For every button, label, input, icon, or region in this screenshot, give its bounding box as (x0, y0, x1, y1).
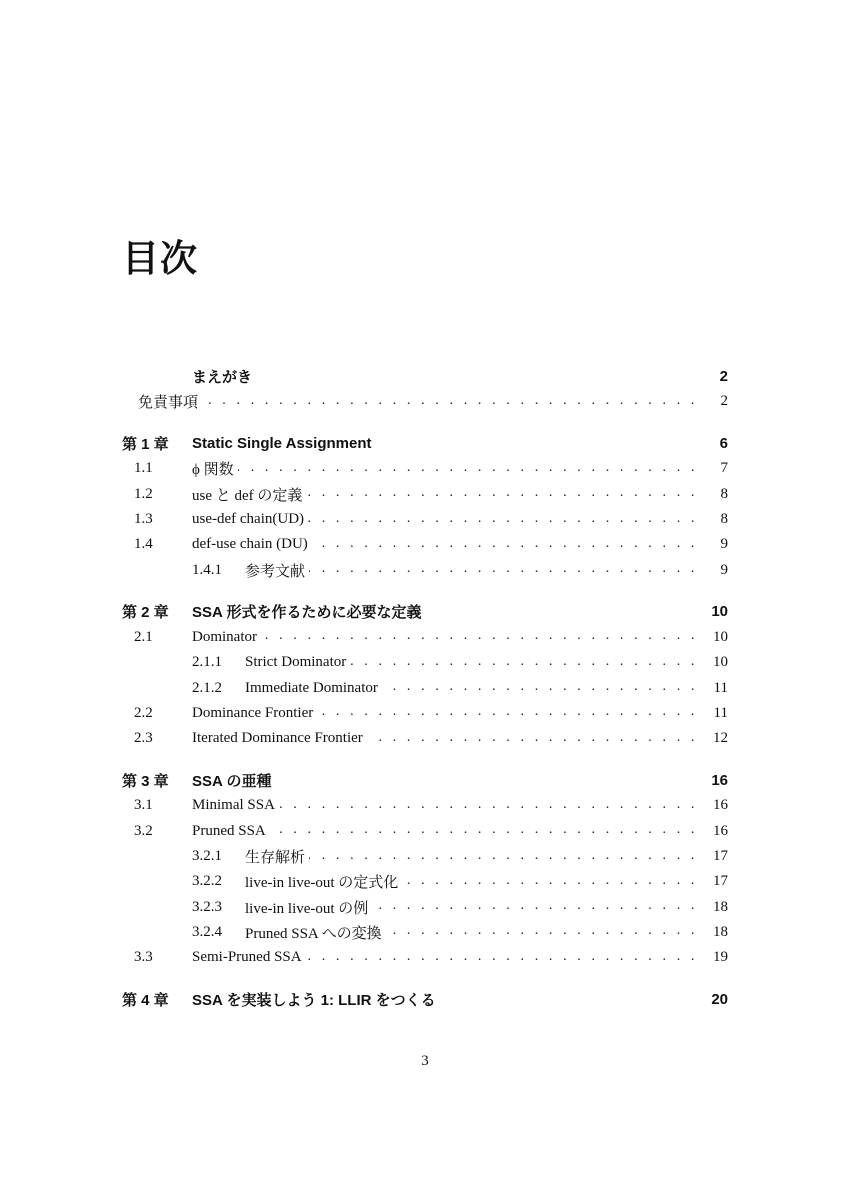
toc-entry-number: 第 1 章 (122, 435, 169, 453)
toc-entry-page: 17 (713, 848, 728, 864)
toc-entry-title: SSA の亜種 (192, 772, 272, 790)
toc-leader-dots (202, 393, 698, 411)
toc-entry-title: Minimal SSA (192, 797, 275, 814)
toc-entry-title: Immediate Dominator (245, 679, 378, 696)
toc-entry-title: 生存解析 (245, 850, 306, 866)
toc-entry-page: 16 (713, 822, 728, 839)
toc-entry-number: 1.4.1 (192, 561, 222, 578)
toc-section-entry[interactable] (122, 819, 728, 844)
toc-section-entry[interactable] (122, 625, 728, 650)
toc-leader-dots (317, 704, 698, 722)
toc-entry-number: 第 2 章 (122, 604, 169, 622)
toc-leader-dots (238, 460, 698, 478)
toc-entry-page: 19 (713, 949, 728, 966)
toc-entry-page: 20 (711, 990, 728, 1008)
toc-chapter-entry[interactable] (122, 599, 728, 625)
toc-entry-title: use と def の定義 (192, 487, 303, 504)
toc-entry-title: live-in live-out の定式化 (245, 875, 399, 892)
toc-chapter-entry[interactable] (122, 363, 728, 389)
toc-entry-page: 17 (713, 873, 728, 890)
toc-leader-dots (312, 536, 698, 554)
toc-entry-page: 11 (713, 679, 728, 696)
toc-entry-title: SSA を実装しよう 1: LLIR をつくる (192, 991, 436, 1009)
toc-entry-title: ϕ 関数 (192, 462, 234, 479)
toc-section-entry[interactable] (122, 482, 728, 507)
toc-section-entry[interactable] (122, 675, 728, 700)
toc-chapter-entry[interactable] (122, 986, 728, 1012)
toc-leader-dots (306, 949, 698, 967)
toc-leader-dots (309, 561, 698, 579)
toc-chapter-entry[interactable] (122, 767, 728, 793)
toc-entry-page: 18 (713, 898, 728, 915)
toc-entry-page: 10 (711, 603, 728, 621)
toc-entry-number: 1.4 (134, 536, 153, 553)
toc-section-entry[interactable] (122, 894, 728, 919)
toc-entry-number: 3.3 (134, 949, 153, 966)
toc-leader-dots (261, 628, 698, 646)
toc-leader-dots (309, 848, 698, 866)
toc-entry-page: 9 (720, 536, 728, 553)
toc-entry-title: Pruned SSA (192, 822, 266, 839)
toc-entry-title: live-in live-out の例 (245, 900, 369, 917)
toc-entry-title: use-def chain(UD) (192, 511, 305, 528)
toc-entry-page: 9 (720, 561, 728, 578)
toc-section-entry[interactable] (122, 945, 728, 970)
toc-entry-number: 1.2 (134, 485, 153, 502)
toc-entry-page: 16 (713, 797, 728, 814)
toc-entry-title: Static Single Assignment (192, 434, 372, 452)
toc-leader-dots (402, 873, 698, 891)
toc-entry-title: def-use chain (DU) (192, 536, 308, 553)
page-title: 目次 (122, 237, 198, 280)
toc-entry-page: 10 (713, 654, 728, 671)
toc-entry-number: 2.1.2 (192, 679, 222, 696)
toc-entry-number: 2.1.1 (192, 654, 222, 671)
toc-leader-dots (372, 898, 698, 916)
toc-entry-number: 2.3 (134, 730, 153, 747)
toc-leader-dots (386, 923, 698, 941)
toc-entry-title: Strict Dominator (245, 654, 347, 671)
toc-entry-title: Pruned SSA への変換 (245, 925, 382, 942)
toc-leader-dots (306, 485, 698, 503)
toc-entry-number: 3.2 (134, 822, 153, 839)
toc-entry-number: 2.1 (134, 628, 153, 645)
toc-section-entry[interactable] (122, 920, 728, 945)
toc-entry-number: 3.1 (134, 797, 153, 814)
toc-section-entry[interactable] (122, 507, 728, 532)
toc-leader-dots (367, 730, 698, 748)
toc-entry-number: 3.2.3 (192, 898, 222, 915)
toc-entry-page: 2 (719, 367, 728, 385)
toc-section-entry[interactable] (122, 793, 728, 818)
toc-entry-page: 7 (720, 460, 728, 477)
toc-entry-page: 2 (720, 393, 728, 410)
toc-entry-page: 11 (713, 704, 728, 721)
toc-entry-title: Dominator (192, 628, 257, 645)
toc-section-entry[interactable] (122, 869, 728, 894)
toc-section-entry[interactable] (122, 650, 728, 675)
toc-entry-title: 参考文献 (245, 563, 306, 580)
toc-entry-number: 2.2 (134, 704, 153, 721)
toc-entry-number: 第 4 章 (122, 991, 169, 1009)
toc-entry-title: 免責事項 (138, 395, 199, 412)
toc-entry-page: 12 (713, 730, 728, 747)
toc-entry-number: 第 3 章 (122, 772, 169, 790)
toc-entry-title: まえがき (192, 368, 253, 386)
toc-leader-dots (279, 797, 698, 815)
toc-leader-dots (350, 654, 698, 672)
table-of-contents (122, 363, 728, 1012)
toc-entry-title: Iterated Dominance Frontier (192, 730, 363, 747)
toc-section-entry[interactable] (122, 389, 728, 414)
toc-entry-page: 18 (713, 923, 728, 940)
toc-entry-page: 10 (713, 628, 728, 645)
toc-leader-dots (270, 822, 698, 840)
toc-section-entry[interactable] (122, 844, 728, 869)
toc-entry-page: 16 (711, 771, 728, 789)
toc-entry-page: 8 (720, 485, 728, 502)
toc-entry-number: 3.2.2 (192, 873, 222, 890)
toc-entry-number: 1.3 (134, 511, 153, 528)
toc-entry-page: 6 (719, 434, 728, 452)
toc-chapter-entry[interactable] (122, 430, 728, 456)
toc-entry-title: Dominance Frontier (192, 704, 314, 721)
toc-entry-title: SSA 形式を作るために必要な定義 (192, 604, 422, 622)
toc-section-entry[interactable] (122, 532, 728, 557)
toc-section-entry[interactable] (122, 726, 728, 751)
toc-section-entry[interactable] (122, 701, 728, 726)
toc-entry-number: 3.2.1 (192, 848, 222, 864)
toc-entry-number: 3.2.4 (192, 923, 222, 940)
toc-section-entry[interactable] (122, 456, 728, 481)
toc-leader-dots (382, 679, 698, 697)
toc-section-entry[interactable] (122, 557, 728, 582)
page-number: 3 (421, 1053, 429, 1069)
toc-entry-page: 8 (720, 511, 728, 528)
toc-entry-number: 1.1 (134, 460, 153, 477)
toc-entry-title: Semi-Pruned SSA (192, 949, 302, 966)
toc-leader-dots (308, 511, 698, 529)
